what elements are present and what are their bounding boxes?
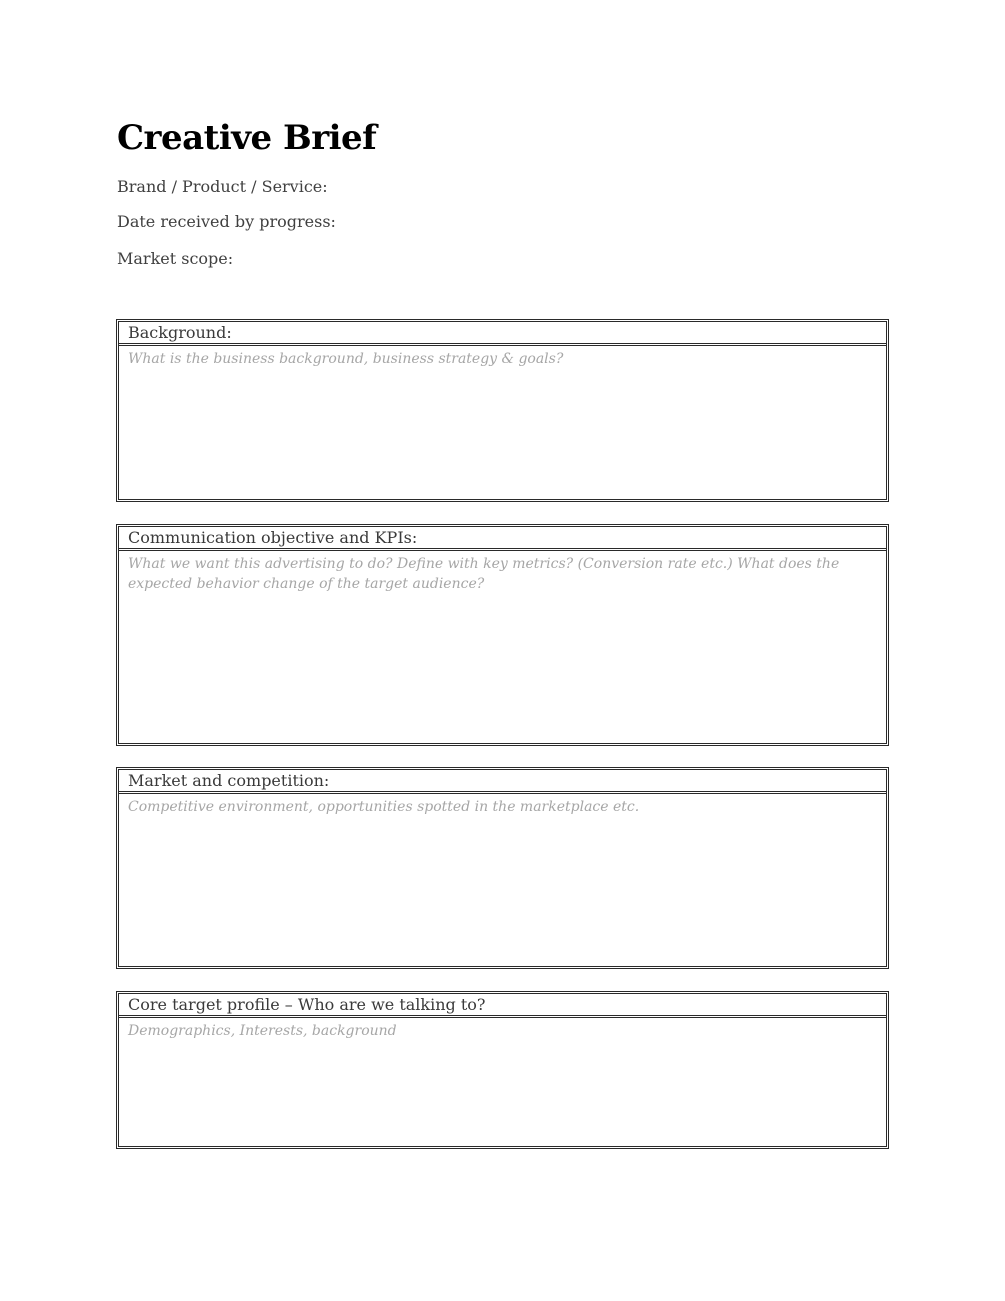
market-competition-heading: Market and competition:: [119, 770, 886, 794]
background-hint[interactable]: What is the business background, business strategy & goals?: [128, 351, 564, 367]
communication-objective-hint[interactable]: What we want this advertising to do? Define with key metrics? (Conversion rate etc.) What does the expected behavior change of the target audience?: [128, 556, 840, 592]
communication-objective-heading: Communication objective and KPIs:: [119, 527, 886, 551]
communication-objective-section: [116, 524, 889, 746]
core-target-profile-hint[interactable]: Demographics, Interests, background: [128, 1023, 397, 1039]
background-heading: Background:: [119, 322, 886, 346]
date-received-field: Date received by progress:: [117, 212, 336, 231]
market-competition-section: [116, 767, 889, 969]
core-target-profile-heading: Core target profile – Who are we talking to?: [119, 994, 886, 1018]
background-section: [116, 319, 889, 502]
market-competition-hint[interactable]: Competitive environment, opportunities spotted in the marketplace etc.: [128, 799, 640, 815]
brand-product-service-field: Brand / Product / Service:: [117, 177, 328, 196]
page-title: Creative Brief: [117, 118, 377, 158]
core-target-profile-section: [116, 991, 889, 1149]
market-scope-field: Market scope:: [117, 249, 234, 268]
